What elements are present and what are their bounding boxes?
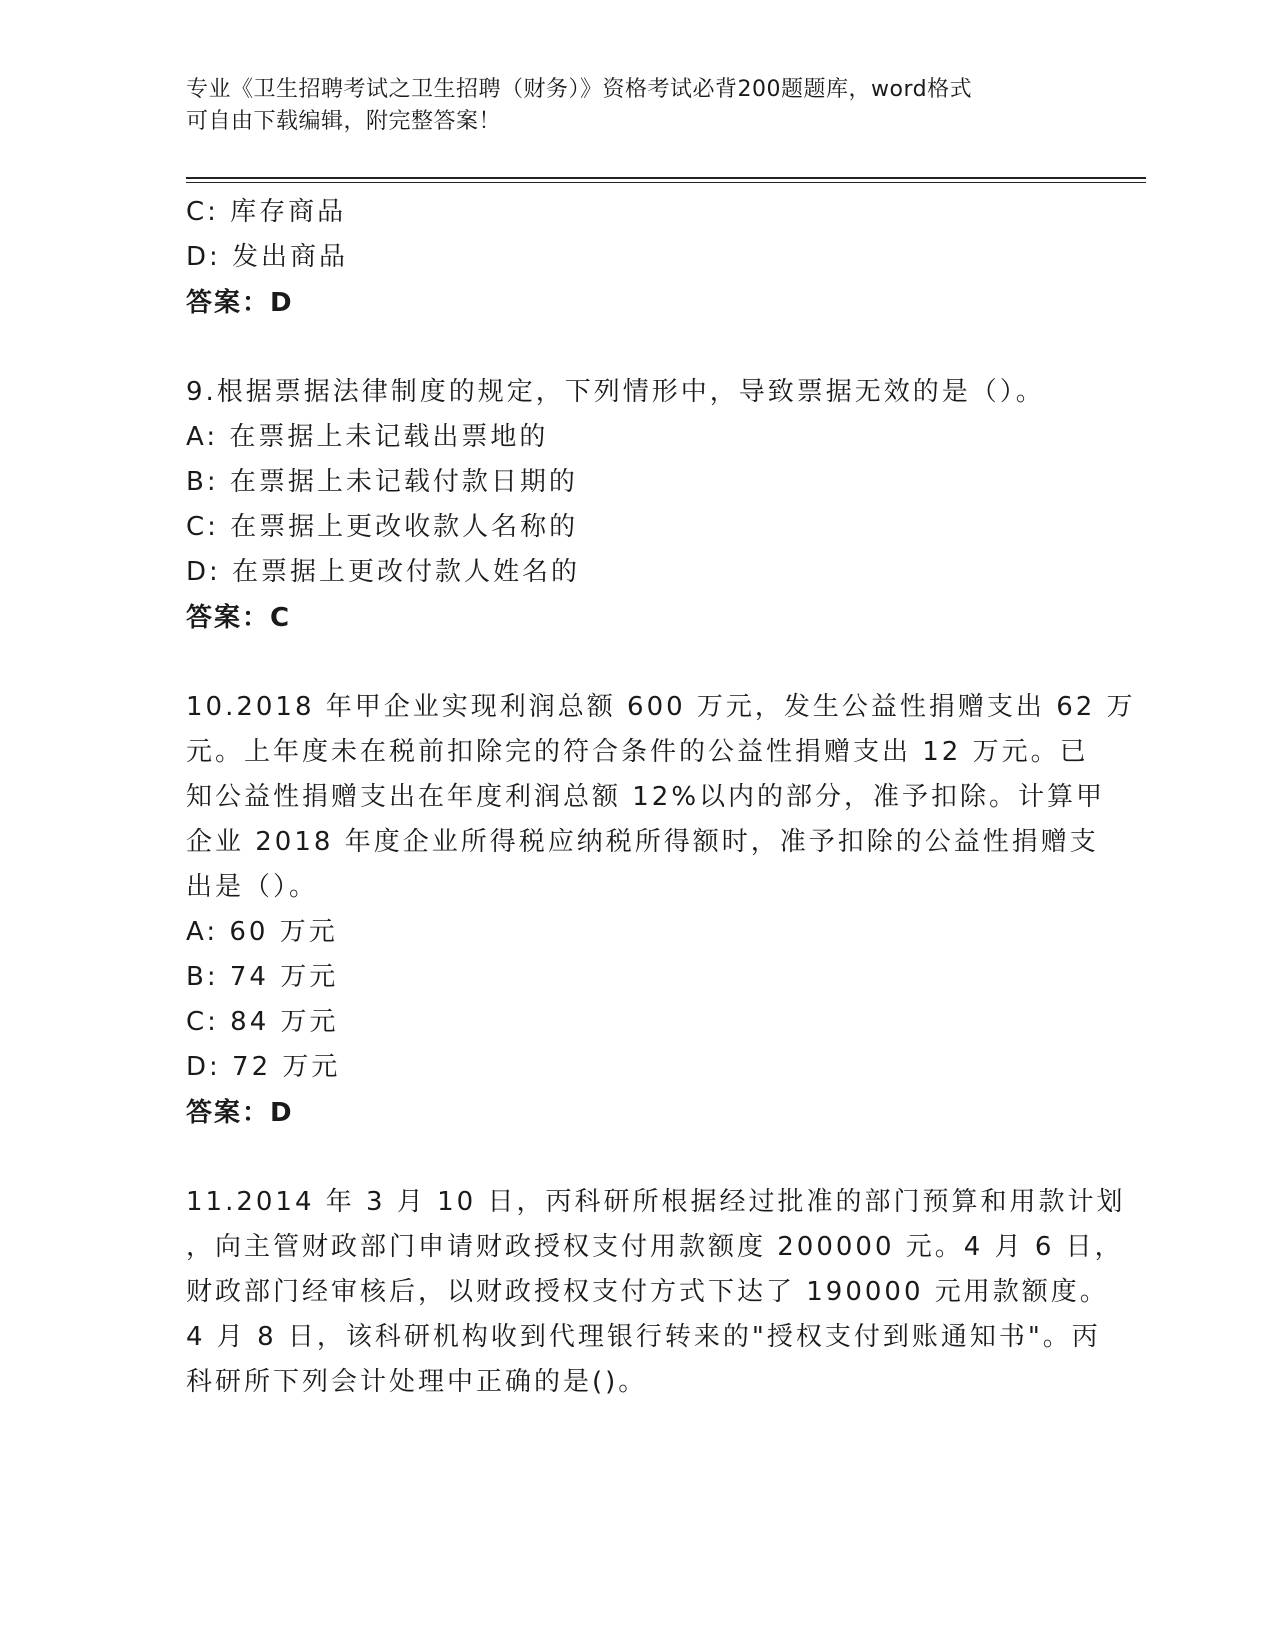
header-title-line-1: 专业《卫生招聘考试之卫生招聘（财务）》资格考试必背200题题库，word格式: [186, 77, 973, 102]
stem-line: ，向主管财政部门申请财政授权支付用款额度 200000 元。4 月 6 日，: [186, 1232, 1124, 1262]
option-c: C: 在票据上更改收款人名称的: [186, 512, 579, 542]
option-a: A: 60 万元: [186, 917, 338, 947]
question-10: [186, 685, 1136, 1136]
option-d: D: 在票据上更改付款人姓名的: [186, 557, 581, 587]
stem-line: 出是（）。: [186, 872, 319, 902]
question-spacer: [186, 641, 1086, 685]
stem-line: 11.2014 年 3 月 10 日，丙科研所根据经过批准的部门预算和用款计划: [186, 1187, 1126, 1217]
option-b: B: 74 万元: [186, 962, 339, 992]
option-c: C: 84 万元: [186, 1007, 339, 1037]
answer-label: 答案：C: [186, 603, 292, 633]
question-content: [186, 190, 1136, 1405]
stem-line: 4 月 8 日，该科研机构收到代理银行转来的"授权支付到账通知书"。丙: [186, 1322, 1101, 1352]
option-a: A: 在票据上未记载出票地的: [186, 422, 549, 452]
question-stem: [186, 1180, 1126, 1405]
question-11: [186, 1180, 1126, 1405]
document-header: [186, 74, 1066, 138]
header-divider-thick: [186, 177, 1146, 179]
question-stem: [186, 685, 1136, 910]
stem-line: 元。上年度未在税前扣除完的符合条件的公益性捐赠支出 12 万元。已: [186, 737, 1089, 767]
option-d: D: 72 万元: [186, 1052, 341, 1082]
stem-line: 10.2018 年甲企业实现利润总额 600 万元，发生公益性捐赠支出 62 万: [186, 692, 1136, 722]
answer-label: 答案：D: [186, 288, 294, 318]
stem-line: 财政部门经审核后，以财政授权支付方式下达了 190000 元用款额度。: [186, 1277, 1109, 1307]
question-9: [186, 370, 1086, 641]
header-divider-thin: [186, 182, 1146, 183]
answer-label: 答案：D: [186, 1098, 294, 1128]
question-spacer: [186, 326, 1086, 370]
option-c: C: 库存商品: [186, 197, 347, 227]
question-spacer: [186, 1136, 1086, 1180]
header-title-line-2: 可自由下载编辑，附完整答案！: [186, 109, 502, 134]
question-stem: 9.根据票据法律制度的规定，下列情形中，导致票据无效的是（）。: [186, 377, 1045, 407]
question-8-tail: [186, 190, 1086, 326]
stem-line: 科研所下列会计处理中正确的是()。: [186, 1367, 648, 1397]
option-b: B: 在票据上未记载付款日期的: [186, 467, 578, 497]
option-d: D: 发出商品: [186, 242, 349, 272]
stem-line: 知公益性捐赠支出在年度利润总额 12%以内的部分，准予扣除。计算甲: [186, 782, 1106, 812]
stem-line: 企业 2018 年度企业所得税应纳税所得额时，准予扣除的公益性捐赠支: [186, 827, 1099, 857]
